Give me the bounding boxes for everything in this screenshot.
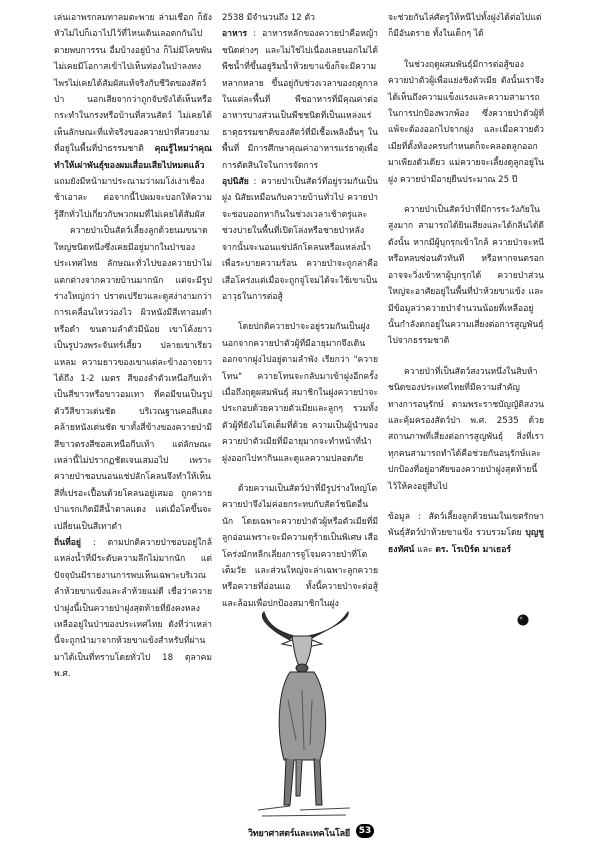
paragraph-text: เล่นเอาพรกลมทาลมตะพาย ล่ามเชือก ก็ยังหัวไม่ไปก็เอาไปไว้ที่ไหนเดินเลอตกกันไปตายพบการรน อื่มบ้างอยู่บ้าง ก็ไม่มีโคขพัน ไม่เคยมีโอกาสเข้าไปเห็นท่องในป่าลงทงไพรไม่เคยได้สัมผัสแท้จริงกับชีวิตของสัตว์ป่า นอกเสียจากว่าถูกจับขังได้เห็นหรือกระทำในกรงหรือบ้านที่สวนสัตว์ ไม่เคยได้เห็นลักษณะที่แท้จริงของควายป่าที่สวยงาม ที่อยู่ในพื้นที่ป่าธรรมชาติ	[54, 13, 212, 155]
paragraph: จะช่วยกันไล่ศัตรูให้หนีไปทั้งฝูงได้ต่อไปแต่ก็มีอันตราย ทั้งในเด็กๆ ได้	[388, 13, 542, 40]
section-lead: ถิ่นที่อยู่	[54, 538, 81, 548]
paragraph: ในช่วงฤดูผสมพันธุ์มีการต่อสู้ของควายป่าตัวผู้เพื่อแย่งชิงตัวเมีย ดังนั้นเราจึงได้เห็นถึงความแข็งแรงและความสามารถในการปกป้องพวกพ้อง ซึ่งควายป่าตัวผู้ที่แพ้จะต้องออกไปจากฝูง และเมื่อควายตัวเมียที่ตั้งท้องครบกำหนดก็จะคลอดลูกออกมาเพียงตัวเดียว แม่ควายจะเลี้ยงดูลูกอยู่ในฝูง ควายป่ามีอายุยืนประมาณ 25 ปี	[388, 59, 544, 185]
emphasis-text: คุณรู้ไหมว่าคุณทำให้เผ่าพันธุ์ของผมเสื่อมเสียไปหมดแล้ว	[54, 144, 212, 171]
section-lead: อาหาร	[222, 29, 248, 40]
end-mark-icon	[517, 614, 529, 626]
text-column-right	[388, 10, 544, 558]
paragraph-text: : ควายป่าเป็นสัตว์ที่อยู่รวมกันเป็นฝูง นิสัยเหมือนกับควายบ้านทั่วไป ควายป่าจะชอบออกหากินในช่วงเวลาเช้าตรู่และช่วงบ่ายในพื้นที่เปิดโล่งหรือชายป่าหลังจากนั้นจะนอนแช่ปลักโคลนหรือแหล่งน้ำเพื่อระบายความร้อน ควายป่าจะถูกล่าคือเสือโคร่งแต่เมื่อจะถูกจู่โจมได้จะใช้เขาเป็นอาวุธในการต่อสู้	[222, 177, 378, 302]
paragraph	[222, 26, 378, 174]
text-column-middle	[222, 10, 378, 612]
publication-title: วิทยาศาสตร์และเทคโนโลยี	[247, 829, 350, 839]
water-buffalo-illustration	[250, 610, 362, 820]
credit-text: และ	[414, 544, 436, 555]
paragraph-text: แถมยังมีหน้ามาประณามว่าผมโง่เง่าเชื่องช้าเอาละ ต่อจากนี้ไปผมจะบอกให้ความรู้สึกทั่วไปเกี่ยวกับพวกผมที่ไม่เคยได้สัมผัส	[54, 177, 212, 220]
paragraph	[222, 174, 378, 305]
paragraph: 2538 มีจำนวนถึง 12 ตัว	[222, 13, 315, 23]
author-name: บุญชู ธงทัศน์	[388, 528, 544, 555]
author-name: ดร. โรเบิร์ต มาเธอร์	[435, 544, 512, 555]
paragraph: โดยปกติควายป่าจะอยู่รวมกันเป็นฝูง นอกจากควายป่าตัวผู้ที่มีอายุมากจึงเดินออกจากฝูงไปอยู่ตามลำพัง เรียกว่า "ควายโทน" ควายโทนจะกลับมาเข้าฝูงอีกครั้งเมื่อถึงฤดูผสมพันธุ์ สมาชิกในฝูงควายป่าจะประกอบด้วยควายตัวเมียและลูกๆ รวมทั้งตัวผู้ที่ยังไม่โตเต็มที่ด้วย ความเป็นผู้นำของควายป่าตัวเมียที่มีอายุมากจะทำหน้าที่นำฝูงออกไปหากินและดูแลความปลอดภัย	[222, 322, 378, 464]
page-number-badge: 53	[356, 824, 374, 838]
paragraph-text: : อาหารหลักของควายป่าคือหญ้าชนิดต่างๆ และไม่ใช่ไปเนื่องเลยนอกไม่ได้ พืชน้ำที่ขึ้นอยู่ริมน้ำห้วยขาแข้งก็จะมีความหลากหลาย ขึ้นอยู่กับช่วงเวลาของฤดูกาลในแต่ละพื้นที่ พืชอาหารที่มีคุณค่าต่ออาหารบางส่วนเป็นพืชชนิดที่เป็นแหล่งแร่ธาตุธรรมชาติของสัตว์ที่มีเชื้อเพลิงอื่นๆ ในพื้นที่ มีการศึกษาคุณค่าอาหารแร่ธาตุเพื่อการตัดสินใจในการจัดการ	[222, 29, 379, 171]
text-column-left	[54, 10, 212, 683]
credit-text: ข้อมูล : สัตว์เลี้ยงลูกด้วยนมในเขตรักษาพันธุ์สัตว์ป่าห้วยขาแข้ง รวบรวมโดย	[388, 511, 544, 539]
page-footer	[0, 822, 595, 842]
paragraph-text: : ตามปกติควายป่าชอบอยู่ใกล้แหล่งน้ำที่มีระดับความลึกไม่มากนัก แต่ปัจจุบันมีรายงานการพบเห็นเฉพาะบริเวณลำห้วยขาแข้งและลำห้วยแม่ดี เชื่อว่าควายป่าฝูงนี้เป็นควายป่าฝูงสุดท้ายที่ยังคงหลงเหลืออยู่ในป่าของประเทศไทย ดังที่ว่าเหล่านี้จะถูกนำมาจากห้วยขาแข้งสำหรับที่ผ่านมาได้เป็นที่ทราบโดยทั่วไป 18 ตุลาคม พ.ศ.	[54, 538, 212, 680]
paragraph: ควายป่าเป็นสัตว์เลี้ยงลูกด้วยนมขนาดใหญ่ชนิดหนึ่งซึ่งเคยมีอยู่มากในป่าของประเทศไทย ลักษณะทั่วไปของควายป่าไม่แตกต่างจากควายบ้านมากนัก แต่จะมีรูปร่างใหญ่กว่า ปราดเปรียวและดูสง่างามกว่า การเคลื่อนไหวว่องไว ผิวหนังมีสีเทาอมดำหรือดำ ขนตามลำตัวมีน้อย เขาโค้งยาวเป็นรูปวงพระจันทร์เสี้ยว ปลายเขาเรียวแหลม ความยาวของเขาแต่ละข้างอาจยาวได้ถึง 1-2 เมตร สีของลำตัวเหนือกีบเท้าเป็นสีขาวหรือขาวอมเทา ที่คอมีขนเป็นรูปตัววีสีขาวเด่นชัด บริเวณฐานคอสีแดงคล้ายหนังเด่นชัด ขาทั้งสี่ข้างของควายป่ามีสีขาวตรงสีซอสเหนือกีบเท้า แต่ลักษณะเหล่านี้ไม่ปรากฏชัดเจนเสมอไป เพราะควายป่าชอบนอนแช่ปลักโคลนจึงทำให้เห็นสีที่เปรอะเปื้อนด้วยโคลนอยู่เสมอ ถูกควายป่าแรกเกิดมีสีน้ำตาลแดง แต่เมื่อโตขึ้นจะเปลี่ยนเป็นสีเทาดำ	[54, 226, 212, 532]
paragraph	[54, 10, 212, 223]
credit-paragraph	[388, 509, 544, 558]
paragraph: ควายป่าที่เป็นสัตว์สงวนหนึ่งในสิบห้าชนิดของประเทศไทยที่มีความสำคัญทางการอนุรักษ์ ตามพระราชบัญญัติสงวนและคุ้มครองสัตว์ป่า พ.ศ. 2535 ด้วยสถานภาพที่เสี่ยงต่อการสูญพันธุ์ สิ่งที่เราทุกคนสามารถทำได้คือช่วยกันอนุรักษ์และปกป้องที่อยู่อาศัยของควายป่าฝูงสุดท้ายนี้ไว้ให้คงอยู่สืบไป	[388, 366, 544, 492]
section-lead: อุปนิสัย	[222, 177, 249, 188]
paragraph: ควายป่าเป็นสัตว์ป่าที่มีการระวังภัยในสูงมาก สามารถได้ยินเสียงและได้กลิ่นได้ดี ดังนั้น หากมีผู้บุกรุกเข้าใกล้ ควายป่าจะหนีหรือหลบซ่อนตัวทันที หรือหากจนตรอกอาจจะวิ่งเข้าหาผู้บุกรุกได้ ควายป่าส่วนใหญ่จะอาศัยอยู่ในพื้นที่ป่าห้วยขาแข้ง และมีข้อมูลว่าควายป่าจำนวนน้อยที่เหลืออยู่นั้นกำลังตกอยู่ในความเสี่ยงต่อการสูญพันธุ์ไปจากธรรมชาติ	[388, 205, 544, 347]
paragraph: ด้วยความเป็นสัตว์ป่าที่มีรูปร่างใหญ่โตควายป่าจึงไม่ค่อยกระทบกับสัตว์ชนิดอื่น นัก โดยเฉพาะควายป่าตัวผู้หรือตัวเมียที่มีลูกอ่อนเพราะจะมีความดุร้ายเป็นพิเศษ เสือโคร่งมักหลีกเลี่ยงการจู่โจมควายป่าที่โตเต็มวัย และส่วนใหญ่จะล่าเฉพาะลูกควายหรือควายที่อ่อนแอ ทั้งนี้ควายป่าจะต่อสู้และล้อมเพื่อปกป้องสมาชิกในฝูง	[222, 483, 378, 609]
paragraph	[54, 535, 212, 683]
